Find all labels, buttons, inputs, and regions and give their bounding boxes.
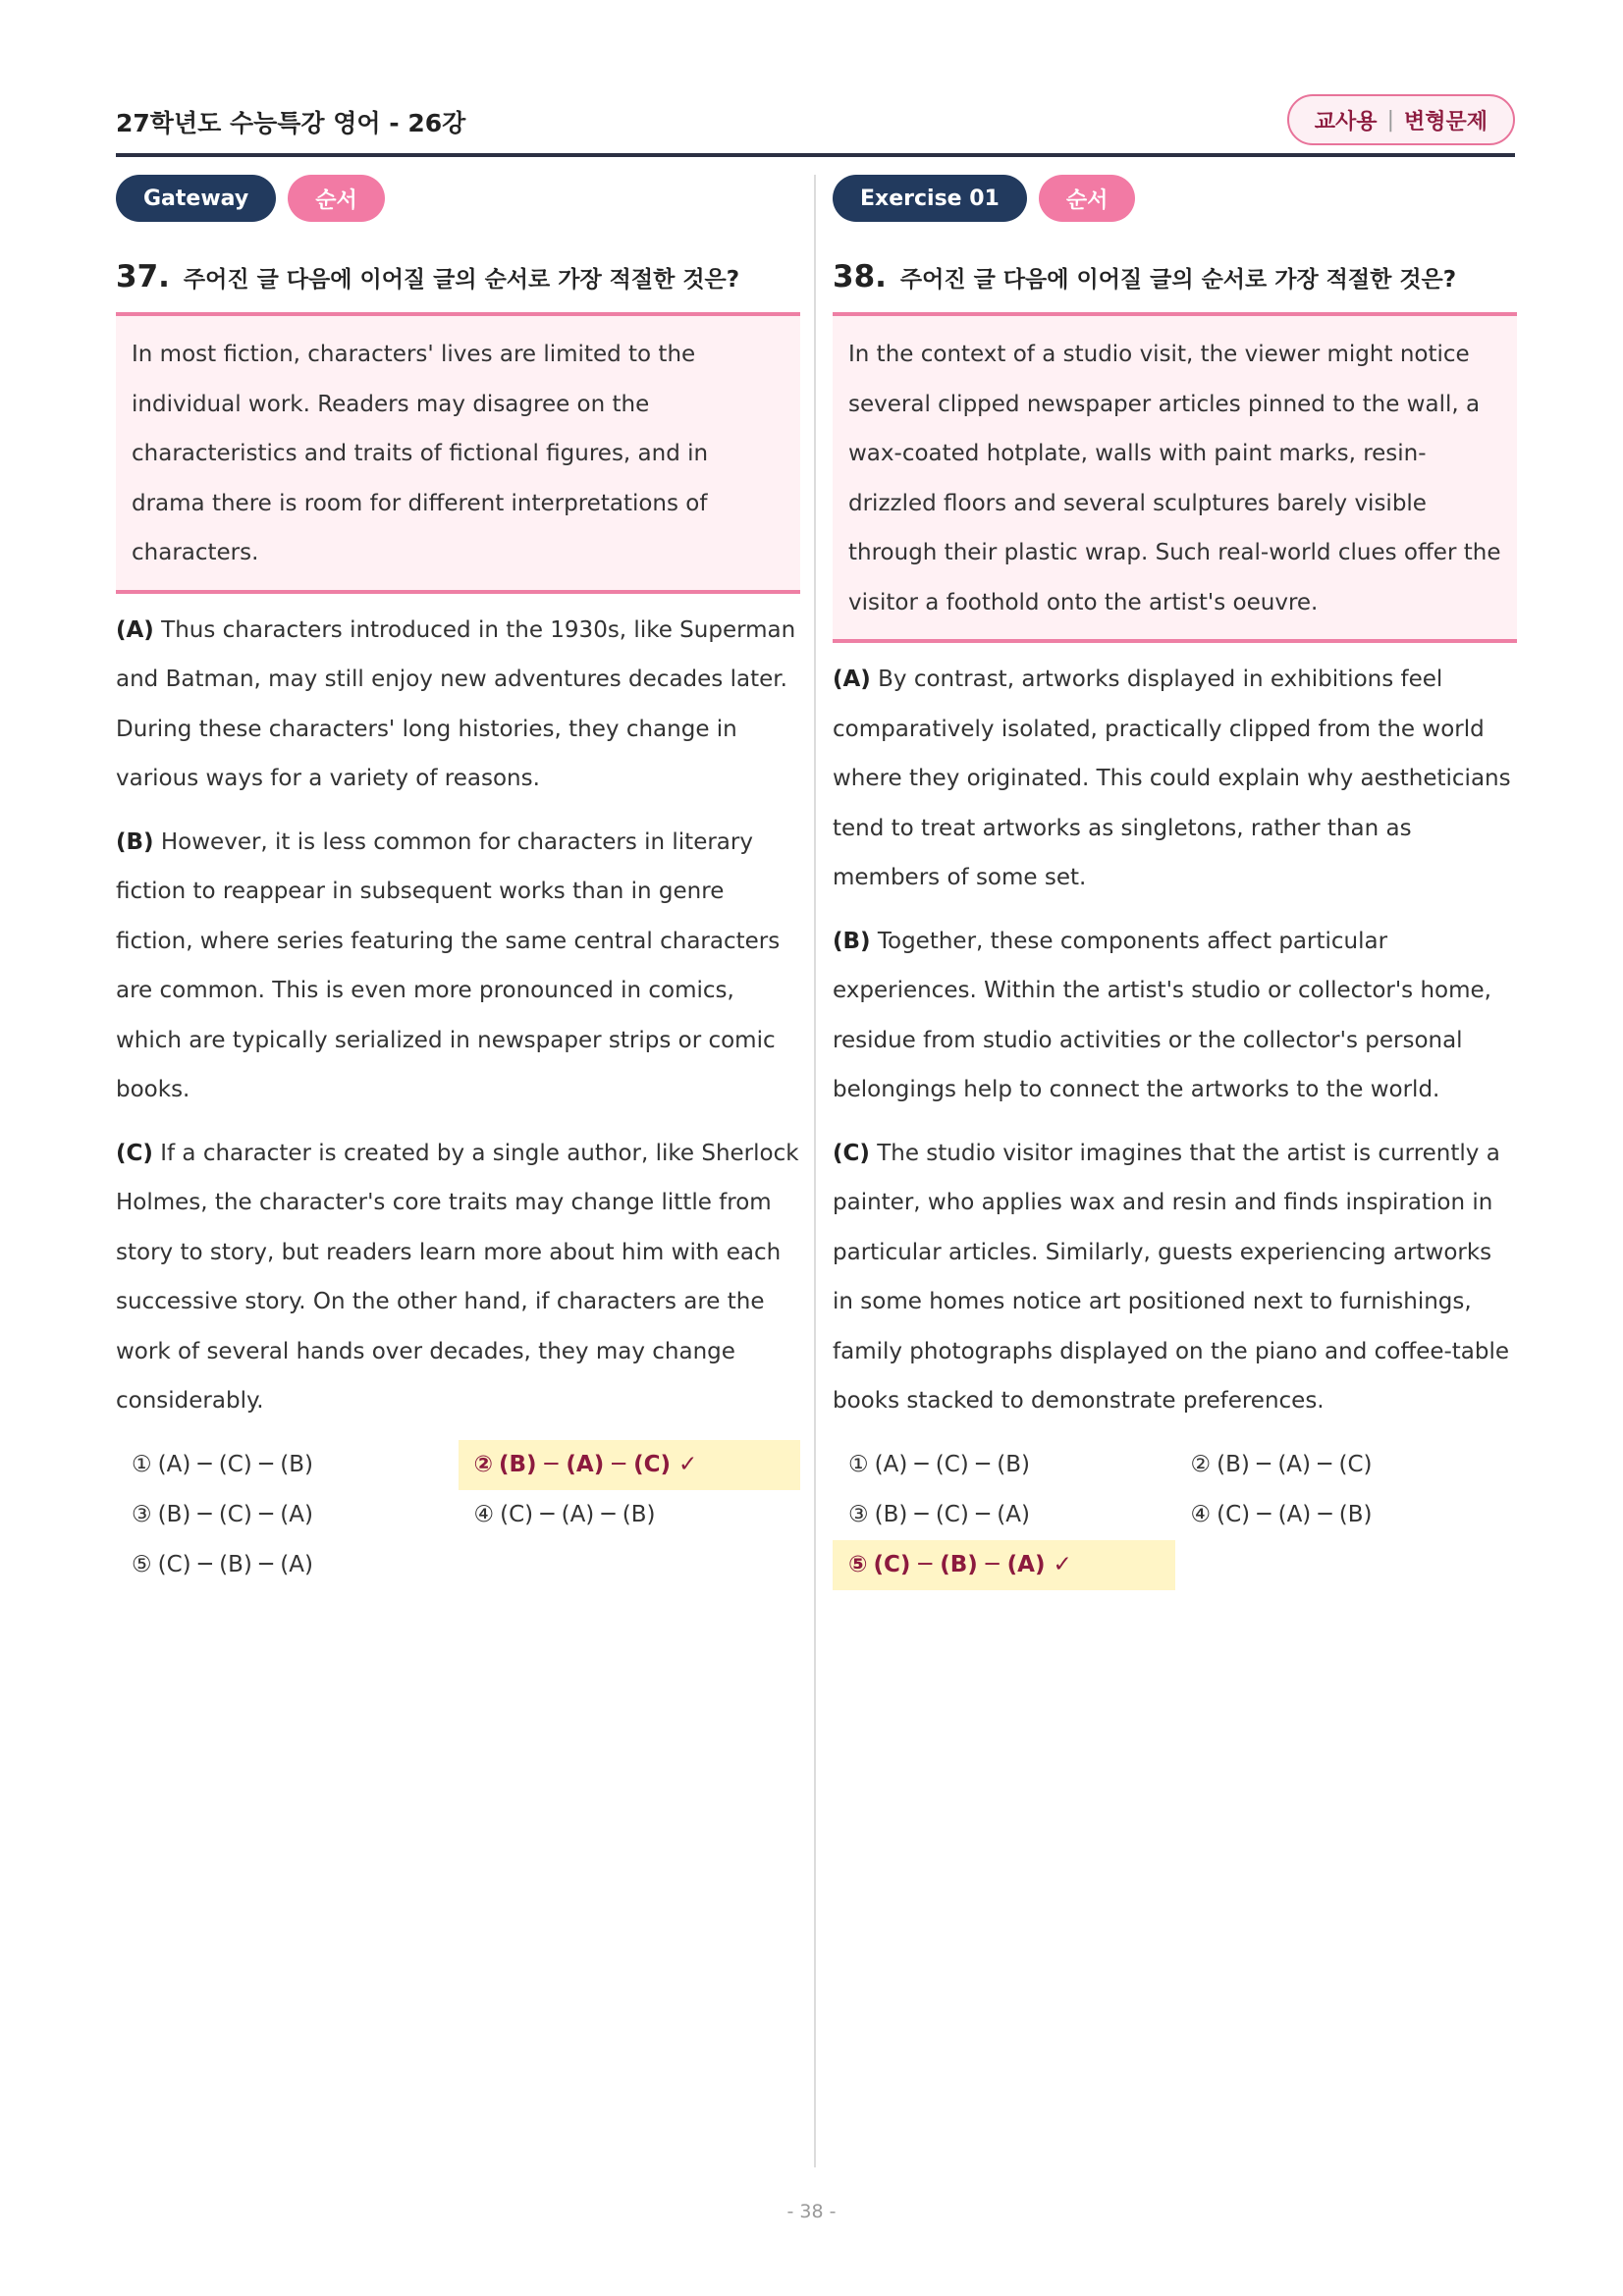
option-text: (A) ─ (C) ─ (B)	[874, 1452, 1030, 1477]
question-number: 37.	[116, 259, 170, 294]
question-prompt: 주어진 글 다음에 이어질 글의 순서로 가장 적절한 것은?	[899, 267, 1457, 293]
question-38-header	[833, 259, 1517, 316]
option-text: (C) ─ (B) ─ (A) ✓	[873, 1552, 1072, 1577]
option-number: ⑤	[848, 1552, 868, 1577]
paragraph-label: (C)	[116, 1140, 153, 1166]
option-text: (B) ─ (A) ─ (C) ✓	[498, 1452, 698, 1477]
answer-options	[833, 1440, 1517, 1590]
header-title: 27학년도 수능특강 영어 - 26강	[116, 109, 466, 137]
question-prompt: 주어진 글 다음에 이어질 글의 순서로 가장 적절한 것은?	[183, 267, 740, 293]
paragraph-b	[116, 818, 800, 1115]
left-tags	[116, 175, 800, 222]
option-number: ③	[848, 1502, 869, 1527]
option-number: ②	[473, 1452, 493, 1477]
option-1[interactable]	[116, 1440, 459, 1490]
badge-variant-label: 변형문제	[1403, 109, 1488, 134]
option-text: (B) ─ (C) ─ (A)	[874, 1502, 1030, 1527]
right-column	[833, 175, 1517, 1590]
paragraph-a	[116, 606, 800, 804]
paragraph-c	[116, 1129, 800, 1426]
given-passage: In most fiction, characters' lives are limited to the individual work. Readers may disagree on the characteristics and traits of fictional figures, and in drama there is room for different interpretations of characters.	[116, 316, 800, 594]
option-number: ⑤	[132, 1552, 152, 1577]
option-text: (B) ─ (A) ─ (C)	[1217, 1452, 1373, 1477]
paragraph-label: (A)	[116, 616, 154, 643]
page-number: - 38 -	[786, 2201, 837, 2222]
given-passage: In the context of a studio visit, the viewer might notice several clipped newspaper articles pinned to the wall, a wax-coated hotplate, walls with paint marks, resin-drizzled floors and several sculptures barely visible through their plastic wrap. Such real-world clues offer the visitor a foothold onto the artist's oeuvre.	[833, 316, 1517, 643]
paragraph-text: However, it is less common for characters in literary fiction to reappear in subsequent works than in genre fiction, where series featuring the same central characters are common. This is even more pronounced in comics, which are typically serialized in newspaper strips or comic books.	[116, 828, 781, 1102]
option-number: ①	[848, 1452, 869, 1477]
paragraph-label: (B)	[116, 828, 154, 855]
paragraph-text: Together, these components affect particular experiences. Within the artist's studio or collector's home, residue from studio activities or the collector's personal belongings help to connect the artworks to the world.	[833, 928, 1491, 1102]
paragraph-a	[833, 655, 1517, 903]
paragraph-text: By contrast, artworks displayed in exhibitions feel comparatively isolated, practically clipped from the world where they originated. This could explain why aestheticians tend to treat artworks as singletons, rather than as members of some set.	[833, 667, 1511, 890]
option-1[interactable]	[833, 1440, 1175, 1490]
option-3[interactable]	[833, 1490, 1175, 1540]
option-number: ①	[132, 1452, 152, 1477]
option-4[interactable]	[459, 1490, 801, 1540]
option-text: (B) ─ (C) ─ (A)	[157, 1502, 313, 1527]
option-number: ④	[473, 1502, 495, 1527]
question-37-header	[116, 259, 800, 316]
option-5[interactable]	[116, 1540, 459, 1590]
paragraph-b	[833, 917, 1517, 1115]
option-2[interactable]	[1175, 1440, 1518, 1490]
paragraph-text: The studio visitor imagines that the artist is currently a painter, who applies wax and resin and finds inspiration in particular articles. Similarly, guests experiencing artworks in some homes notice art positioned next to furnishings, family photographs displayed on the piano and coffee-table books stacked to demonstrate preferences.	[833, 1140, 1510, 1414]
option-2-correct[interactable]	[459, 1440, 801, 1490]
gateway-tag: Gateway	[116, 175, 276, 222]
question-number: 38.	[833, 259, 887, 294]
option-number: ④	[1190, 1502, 1212, 1527]
option-4[interactable]	[1175, 1490, 1518, 1540]
paragraph-text: Thus characters introduced in the 1930s, like Superman and Batman, may still enjoy new adventures decades later. During these characters' long histories, they change in various ways for a variety of reasons.	[116, 616, 796, 791]
column-divider	[814, 175, 816, 2167]
order-tag: 순서	[1039, 175, 1136, 222]
option-number: ③	[132, 1502, 152, 1527]
right-tags	[833, 175, 1517, 222]
paragraph-label: (B)	[833, 928, 871, 954]
paragraph-label: (C)	[833, 1140, 870, 1166]
order-tag: 순서	[288, 175, 385, 222]
option-3[interactable]	[116, 1490, 459, 1540]
option-text: (C) ─ (A) ─ (B)	[1217, 1502, 1373, 1527]
page-header	[116, 94, 1515, 157]
option-text: (C) ─ (A) ─ (B)	[500, 1502, 656, 1527]
option-number: ②	[1190, 1452, 1212, 1477]
option-text: (A) ─ (C) ─ (B)	[157, 1452, 313, 1477]
badge-teacher-label: 교사용	[1314, 109, 1378, 134]
paragraph-c	[833, 1129, 1517, 1426]
badge-separator: |	[1386, 107, 1394, 133]
exercise-tag: Exercise 01	[833, 175, 1027, 222]
left-column	[116, 175, 800, 1590]
answer-options	[116, 1440, 800, 1590]
paragraph-label: (A)	[833, 667, 871, 692]
paragraph-text: If a character is created by a single author, like Sherlock Holmes, the character's core traits may change little from story to story, but readers learn more about him with each successive story. On the other hand, if characters are the work of several hands over decades, they may change considerably.	[116, 1140, 799, 1414]
teacher-variant-badge	[1287, 94, 1515, 145]
option-text: (C) ─ (B) ─ (A)	[157, 1552, 313, 1577]
option-5-correct[interactable]	[833, 1540, 1175, 1590]
